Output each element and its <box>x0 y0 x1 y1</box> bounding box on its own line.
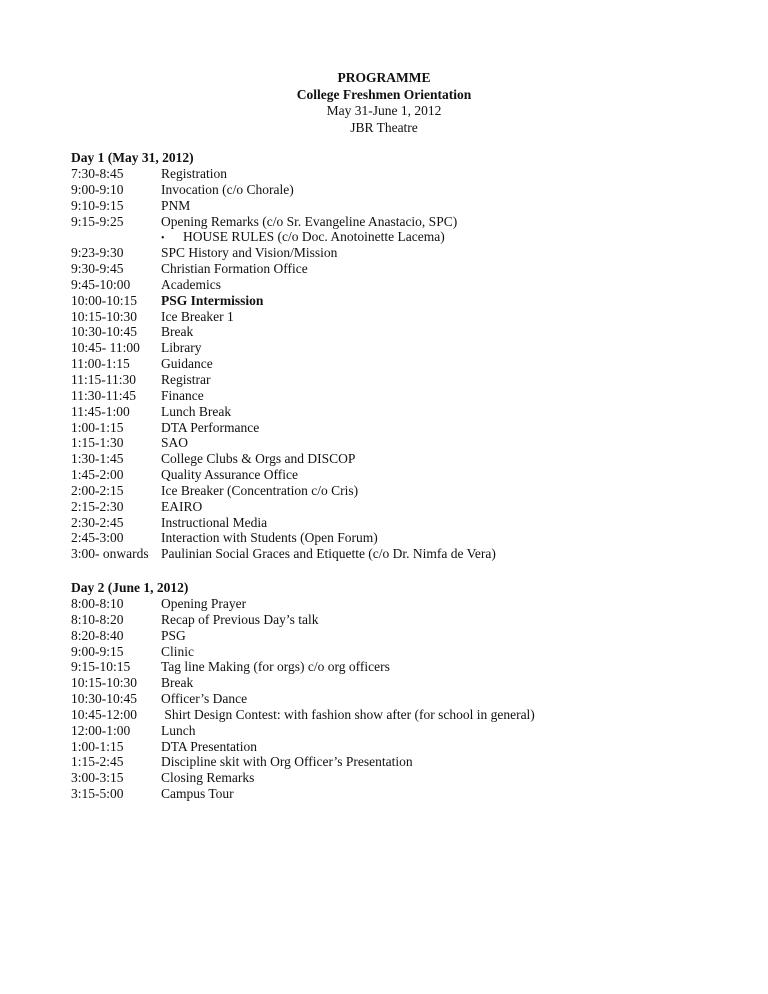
row-activity: Ice Breaker 1 <box>161 308 234 324</box>
row-activity: Tag line Making (for orgs) c/o org officers <box>161 659 390 675</box>
schedule-row-bulleted <box>71 229 731 245</box>
row-time: 10:30-10:45 <box>71 691 137 707</box>
row-activity: EAIRO <box>161 498 203 514</box>
row-time: 1:00-1:15 <box>71 419 124 435</box>
row-time: 3:00-3:15 <box>71 770 124 786</box>
row-activity: Opening Remarks (c/o Sr. Evangeline Anastacio, SPC) <box>161 213 458 229</box>
row-activity: Opening Prayer <box>161 596 247 611</box>
row-time: 2:30-2:45 <box>71 514 124 530</box>
bullet-icon: • <box>161 233 165 245</box>
row-activity: DTA Presentation <box>161 738 258 754</box>
row-time: 2:00-2:15 <box>71 482 124 498</box>
day2-heading: Day 2 (June 1, 2012) <box>71 580 189 595</box>
row-time: 3:15-5:00 <box>71 786 124 802</box>
row-activity: Shirt Design Contest: with fashion show after (for school in general) <box>161 706 535 722</box>
schedule-row <box>71 340 731 356</box>
schedule-row <box>71 596 731 612</box>
row-activity: Christian Formation Office <box>161 261 308 277</box>
row-activity: Instructional Media <box>161 514 268 530</box>
row-activity: Lunch Break <box>161 403 232 419</box>
row-time: 10:15-10:30 <box>71 675 137 691</box>
schedule-row <box>71 388 731 404</box>
day1-heading: Day 1 (May 31, 2012) <box>71 150 194 165</box>
document-header <box>0 70 768 136</box>
row-time: 1:30-1:45 <box>71 451 124 467</box>
row-activity: PSG <box>161 627 186 643</box>
schedule-row <box>71 644 731 660</box>
row-time: 9:15-9:25 <box>71 213 124 229</box>
row-activity: Registration <box>161 166 227 181</box>
schedule-row <box>71 659 731 675</box>
row-activity: Invocation (c/o Chorale) <box>161 181 294 197</box>
row-activity-text: HOUSE RULES (c/o Doc. Anotoinette Lacema) <box>183 229 445 245</box>
row-time: 8:10-8:20 <box>71 611 124 627</box>
row-time: 3:00- onwards <box>71 546 149 562</box>
row-time: 1:15-2:45 <box>71 754 124 770</box>
row-time: 9:23-9:30 <box>71 245 124 261</box>
row-activity <box>161 229 445 245</box>
schedule-row <box>71 404 731 420</box>
schedule-row <box>71 546 731 562</box>
row-time: 1:00-1:15 <box>71 738 124 754</box>
row-activity: Campus Tour <box>161 786 234 802</box>
row-time: 9:10-9:15 <box>71 197 124 213</box>
row-activity: Quality Assurance Office <box>161 467 298 483</box>
schedule-row <box>71 467 731 483</box>
schedule-row <box>71 499 731 515</box>
row-time: 2:45-3:00 <box>71 530 124 546</box>
day2-schedule <box>71 580 731 802</box>
event-venue: JBR Theatre <box>350 119 418 135</box>
row-time: 8:00-8:10 <box>71 596 124 611</box>
schedule-row <box>71 182 731 198</box>
schedule-row <box>71 530 731 546</box>
schedule-row <box>71 293 731 309</box>
row-time: 10:30-10:45 <box>71 324 137 340</box>
row-time: 10:00-10:15 <box>71 292 137 308</box>
row-time: 11:00-1:15 <box>71 356 130 372</box>
row-activity: PSG Intermission <box>161 292 264 308</box>
schedule-row <box>71 754 731 770</box>
row-time <box>71 229 161 245</box>
schedule-row <box>71 261 731 277</box>
row-activity: Registrar <box>161 371 211 387</box>
row-activity: SAO <box>161 435 189 451</box>
row-activity: Officer’s Dance <box>161 691 248 707</box>
schedule-row <box>71 166 731 182</box>
schedule-row <box>71 356 731 372</box>
row-time: 11:15-11:30 <box>71 371 136 387</box>
row-time: 9:00-9:15 <box>71 643 124 659</box>
row-time: 2:15-2:30 <box>71 498 124 514</box>
schedule-row <box>71 277 731 293</box>
row-activity: Ice Breaker (Concentration c/o Cris) <box>161 482 359 498</box>
row-activity: Guidance <box>161 356 213 372</box>
schedule-row <box>71 214 731 230</box>
schedule-row <box>71 723 731 739</box>
row-time: 9:30-9:45 <box>71 261 124 277</box>
row-time: 1:45-2:00 <box>71 467 124 483</box>
row-time: 11:30-11:45 <box>71 387 136 403</box>
document-subtitle: College Freshmen Orientation <box>296 86 472 102</box>
row-time: 10:45-12:00 <box>71 706 137 722</box>
schedule-row <box>71 324 731 340</box>
schedule-row <box>71 515 731 531</box>
row-time: 1:15-1:30 <box>71 435 124 451</box>
row-time: 9:45-10:00 <box>71 276 131 292</box>
row-activity: Finance <box>161 387 204 403</box>
row-time: 10:45- 11:00 <box>71 340 140 356</box>
schedule-row <box>71 198 731 214</box>
row-time: 9:00-9:10 <box>71 181 124 197</box>
schedule-row <box>71 451 731 467</box>
schedule-row <box>71 675 731 691</box>
schedule-row <box>71 628 731 644</box>
row-activity: SPC History and Vision/Mission <box>161 245 338 261</box>
row-activity: Clinic <box>161 643 194 659</box>
schedule-row <box>71 420 731 436</box>
row-time: 10:15-10:30 <box>71 308 137 324</box>
row-activity: Break <box>161 675 194 691</box>
row-activity: Paulinian Social Graces and Etiquette (c/o Dr. Nimfa de Vera) <box>161 546 496 562</box>
day1-schedule <box>71 150 731 562</box>
schedule-row <box>71 691 731 707</box>
row-activity: Discipline skit with Org Officer’s Presentation <box>161 754 413 770</box>
event-date: May 31-June 1, 2012 <box>326 103 442 118</box>
row-activity: Academics <box>161 276 221 292</box>
row-time: 11:45-1:00 <box>71 403 130 419</box>
row-activity: PNM <box>161 197 191 213</box>
row-activity: DTA Performance <box>161 419 260 435</box>
schedule-row <box>71 309 731 325</box>
row-time: 7:30-8:45 <box>71 166 124 181</box>
document-title: PROGRAMME <box>337 70 431 85</box>
row-activity: Library <box>161 340 202 356</box>
schedule-row <box>71 707 731 723</box>
schedule-row <box>71 435 731 451</box>
schedule-row <box>71 372 731 388</box>
row-time: 9:15-10:15 <box>71 659 131 675</box>
row-activity: Interaction with Students (Open Forum) <box>161 530 378 546</box>
schedule-row <box>71 612 731 628</box>
schedule-row <box>71 483 731 499</box>
row-activity: Closing Remarks <box>161 770 255 786</box>
schedule-row <box>71 770 731 786</box>
row-activity: Break <box>161 324 194 340</box>
row-time: 8:20-8:40 <box>71 627 124 643</box>
schedule-row <box>71 786 731 802</box>
schedule-row <box>71 245 731 261</box>
row-activity: Recap of Previous Day’s talk <box>161 611 319 627</box>
row-time: 12:00-1:00 <box>71 722 131 738</box>
row-activity: College Clubs & Orgs and DISCOP <box>161 451 356 467</box>
schedule-row <box>71 739 731 755</box>
row-activity: Lunch <box>161 722 196 738</box>
